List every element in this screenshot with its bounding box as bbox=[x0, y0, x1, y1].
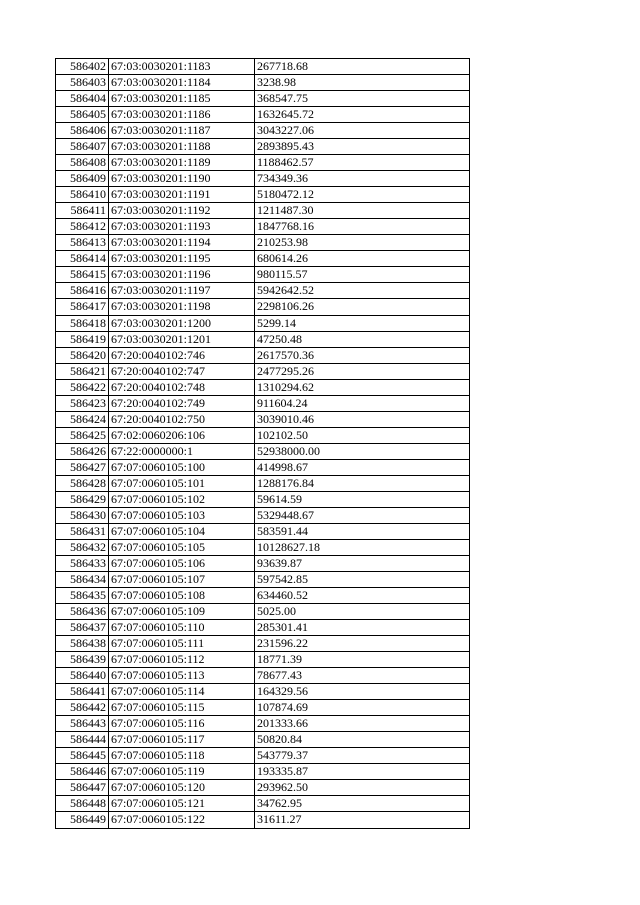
table-row bbox=[56, 700, 470, 716]
amount-cell: 2617570.36 bbox=[255, 347, 470, 363]
table-row bbox=[56, 331, 470, 347]
row-id-cell: 586422 bbox=[56, 379, 109, 395]
row-id-cell: 586426 bbox=[56, 443, 109, 459]
row-id-cell: 586436 bbox=[56, 604, 109, 620]
amount-cell: 1188462.57 bbox=[255, 155, 470, 171]
amount-cell: 293962.50 bbox=[255, 780, 470, 796]
table-row bbox=[56, 59, 470, 75]
row-id-cell: 586446 bbox=[56, 764, 109, 780]
amount-cell: 193335.87 bbox=[255, 764, 470, 780]
row-id-cell: 586442 bbox=[56, 700, 109, 716]
row-id-cell: 586419 bbox=[56, 331, 109, 347]
table-row bbox=[56, 315, 470, 331]
cadastral-number-cell: 67:03:0030201:1201 bbox=[109, 331, 255, 347]
amount-cell: 597542.85 bbox=[255, 572, 470, 588]
amount-cell: 210253.98 bbox=[255, 235, 470, 251]
table-row bbox=[56, 379, 470, 395]
row-id-cell: 586430 bbox=[56, 507, 109, 523]
table-row bbox=[56, 251, 470, 267]
amount-cell: 5942642.52 bbox=[255, 283, 470, 299]
amount-cell: 93639.87 bbox=[255, 555, 470, 571]
row-id-cell: 586411 bbox=[56, 203, 109, 219]
row-id-cell: 586445 bbox=[56, 748, 109, 764]
amount-cell: 3039010.46 bbox=[255, 411, 470, 427]
amount-cell: 231596.22 bbox=[255, 636, 470, 652]
data-table bbox=[55, 58, 470, 829]
table-row bbox=[56, 652, 470, 668]
cadastral-number-cell: 67:07:0060105:115 bbox=[109, 700, 255, 716]
row-id-cell: 586417 bbox=[56, 299, 109, 315]
row-id-cell: 586438 bbox=[56, 636, 109, 652]
amount-cell: 1847768.16 bbox=[255, 219, 470, 235]
cadastral-number-cell: 67:03:0030201:1192 bbox=[109, 203, 255, 219]
table-row bbox=[56, 523, 470, 539]
row-id-cell: 586406 bbox=[56, 123, 109, 139]
cadastral-number-cell: 67:03:0030201:1196 bbox=[109, 267, 255, 283]
row-id-cell: 586405 bbox=[56, 107, 109, 123]
amount-cell: 583591.44 bbox=[255, 523, 470, 539]
cadastral-number-cell: 67:20:0040102:747 bbox=[109, 363, 255, 379]
amount-cell: 34762.95 bbox=[255, 796, 470, 812]
amount-cell: 2298106.26 bbox=[255, 299, 470, 315]
row-id-cell: 586410 bbox=[56, 187, 109, 203]
amount-cell: 1288176.84 bbox=[255, 475, 470, 491]
table-row bbox=[56, 299, 470, 315]
cadastral-number-cell: 67:07:0060105:122 bbox=[109, 812, 255, 828]
row-id-cell: 586440 bbox=[56, 668, 109, 684]
table-row bbox=[56, 748, 470, 764]
table-row bbox=[56, 347, 470, 363]
row-id-cell: 586433 bbox=[56, 555, 109, 571]
row-id-cell: 586408 bbox=[56, 155, 109, 171]
table-row bbox=[56, 764, 470, 780]
table-row bbox=[56, 491, 470, 507]
amount-cell: 201333.66 bbox=[255, 716, 470, 732]
cadastral-number-cell: 67:03:0030201:1183 bbox=[109, 59, 255, 75]
cadastral-number-cell: 67:03:0030201:1200 bbox=[109, 315, 255, 331]
table-row bbox=[56, 123, 470, 139]
row-id-cell: 586439 bbox=[56, 652, 109, 668]
table-body bbox=[56, 59, 470, 829]
amount-cell: 59614.59 bbox=[255, 491, 470, 507]
amount-cell: 680614.26 bbox=[255, 251, 470, 267]
cadastral-number-cell: 67:03:0030201:1193 bbox=[109, 219, 255, 235]
cadastral-number-cell: 67:07:0060105:112 bbox=[109, 652, 255, 668]
cadastral-number-cell: 67:07:0060105:104 bbox=[109, 523, 255, 539]
table-row bbox=[56, 171, 470, 187]
row-id-cell: 586435 bbox=[56, 588, 109, 604]
cadastral-number-cell: 67:03:0030201:1191 bbox=[109, 187, 255, 203]
table-row bbox=[56, 588, 470, 604]
cadastral-number-cell: 67:07:0060105:105 bbox=[109, 539, 255, 555]
amount-cell: 5329448.67 bbox=[255, 507, 470, 523]
table-row bbox=[56, 636, 470, 652]
table-row bbox=[56, 459, 470, 475]
cadastral-number-cell: 67:07:0060105:111 bbox=[109, 636, 255, 652]
row-id-cell: 586413 bbox=[56, 235, 109, 251]
row-id-cell: 586428 bbox=[56, 475, 109, 491]
cadastral-number-cell: 67:07:0060105:100 bbox=[109, 459, 255, 475]
cadastral-number-cell: 67:03:0030201:1197 bbox=[109, 283, 255, 299]
table-row bbox=[56, 427, 470, 443]
amount-cell: 102102.50 bbox=[255, 427, 470, 443]
cadastral-number-cell: 67:20:0040102:746 bbox=[109, 347, 255, 363]
amount-cell: 31611.27 bbox=[255, 812, 470, 828]
table-row bbox=[56, 668, 470, 684]
table-row bbox=[56, 267, 470, 283]
amount-cell: 3043227.06 bbox=[255, 123, 470, 139]
table-row bbox=[56, 235, 470, 251]
table-row bbox=[56, 91, 470, 107]
cadastral-number-cell: 67:07:0060105:103 bbox=[109, 507, 255, 523]
cadastral-number-cell: 67:07:0060105:101 bbox=[109, 475, 255, 491]
table-row bbox=[56, 555, 470, 571]
table-row bbox=[56, 572, 470, 588]
amount-cell: 368547.75 bbox=[255, 91, 470, 107]
cadastral-number-cell: 67:03:0030201:1185 bbox=[109, 91, 255, 107]
row-id-cell: 586432 bbox=[56, 539, 109, 555]
row-id-cell: 586444 bbox=[56, 732, 109, 748]
row-id-cell: 586403 bbox=[56, 75, 109, 91]
amount-cell: 2893895.43 bbox=[255, 139, 470, 155]
row-id-cell: 586443 bbox=[56, 716, 109, 732]
row-id-cell: 586449 bbox=[56, 812, 109, 828]
cadastral-number-cell: 67:07:0060105:114 bbox=[109, 684, 255, 700]
cadastral-number-cell: 67:07:0060105:106 bbox=[109, 555, 255, 571]
row-id-cell: 586404 bbox=[56, 91, 109, 107]
cadastral-number-cell: 67:07:0060105:116 bbox=[109, 716, 255, 732]
cadastral-number-cell: 67:02:0060206:106 bbox=[109, 427, 255, 443]
table-row bbox=[56, 139, 470, 155]
amount-cell: 5180472.12 bbox=[255, 187, 470, 203]
cadastral-number-cell: 67:07:0060105:118 bbox=[109, 748, 255, 764]
table-row bbox=[56, 187, 470, 203]
table-row bbox=[56, 411, 470, 427]
table-row bbox=[56, 155, 470, 171]
row-id-cell: 586421 bbox=[56, 363, 109, 379]
amount-cell: 267718.68 bbox=[255, 59, 470, 75]
table-row bbox=[56, 812, 470, 828]
cadastral-number-cell: 67:03:0030201:1184 bbox=[109, 75, 255, 91]
table-row bbox=[56, 283, 470, 299]
table-row bbox=[56, 732, 470, 748]
amount-cell: 164329.56 bbox=[255, 684, 470, 700]
amount-cell: 107874.69 bbox=[255, 700, 470, 716]
amount-cell: 1211487.30 bbox=[255, 203, 470, 219]
row-id-cell: 586425 bbox=[56, 427, 109, 443]
cadastral-number-cell: 67:07:0060105:113 bbox=[109, 668, 255, 684]
row-id-cell: 586418 bbox=[56, 315, 109, 331]
cadastral-number-cell: 67:07:0060105:121 bbox=[109, 796, 255, 812]
amount-cell: 10128627.18 bbox=[255, 539, 470, 555]
cadastral-number-cell: 67:20:0040102:749 bbox=[109, 395, 255, 411]
amount-cell: 3238.98 bbox=[255, 75, 470, 91]
table-row bbox=[56, 507, 470, 523]
amount-cell: 18771.39 bbox=[255, 652, 470, 668]
row-id-cell: 586423 bbox=[56, 395, 109, 411]
table-row bbox=[56, 475, 470, 491]
table-row bbox=[56, 75, 470, 91]
cadastral-number-cell: 67:07:0060105:110 bbox=[109, 620, 255, 636]
cadastral-number-cell: 67:22:0000000:1 bbox=[109, 443, 255, 459]
amount-cell: 1632645.72 bbox=[255, 107, 470, 123]
cadastral-number-cell: 67:03:0030201:1198 bbox=[109, 299, 255, 315]
row-id-cell: 586447 bbox=[56, 780, 109, 796]
amount-cell: 414998.67 bbox=[255, 459, 470, 475]
cadastral-number-cell: 67:03:0030201:1186 bbox=[109, 107, 255, 123]
table-row bbox=[56, 107, 470, 123]
table-row bbox=[56, 620, 470, 636]
amount-cell: 911604.24 bbox=[255, 395, 470, 411]
table-row bbox=[56, 796, 470, 812]
table-row bbox=[56, 716, 470, 732]
cadastral-number-cell: 67:07:0060105:117 bbox=[109, 732, 255, 748]
table-row bbox=[56, 395, 470, 411]
table-row bbox=[56, 780, 470, 796]
cadastral-number-cell: 67:03:0030201:1195 bbox=[109, 251, 255, 267]
row-id-cell: 586434 bbox=[56, 572, 109, 588]
amount-cell: 543779.37 bbox=[255, 748, 470, 764]
row-id-cell: 586437 bbox=[56, 620, 109, 636]
cadastral-number-cell: 67:07:0060105:107 bbox=[109, 572, 255, 588]
amount-cell: 2477295.26 bbox=[255, 363, 470, 379]
cadastral-number-cell: 67:07:0060105:102 bbox=[109, 491, 255, 507]
table-row bbox=[56, 539, 470, 555]
cadastral-number-cell: 67:20:0040102:748 bbox=[109, 379, 255, 395]
table-row bbox=[56, 203, 470, 219]
table-row bbox=[56, 443, 470, 459]
row-id-cell: 586409 bbox=[56, 171, 109, 187]
amount-cell: 285301.41 bbox=[255, 620, 470, 636]
row-id-cell: 586407 bbox=[56, 139, 109, 155]
row-id-cell: 586431 bbox=[56, 523, 109, 539]
cadastral-number-cell: 67:03:0030201:1187 bbox=[109, 123, 255, 139]
row-id-cell: 586424 bbox=[56, 411, 109, 427]
table-row bbox=[56, 219, 470, 235]
amount-cell: 734349.36 bbox=[255, 171, 470, 187]
amount-cell: 47250.48 bbox=[255, 331, 470, 347]
row-id-cell: 586415 bbox=[56, 267, 109, 283]
cadastral-number-cell: 67:03:0030201:1190 bbox=[109, 171, 255, 187]
amount-cell: 5299.14 bbox=[255, 315, 470, 331]
row-id-cell: 586414 bbox=[56, 251, 109, 267]
cadastral-number-cell: 67:07:0060105:119 bbox=[109, 764, 255, 780]
cadastral-number-cell: 67:03:0030201:1189 bbox=[109, 155, 255, 171]
row-id-cell: 586420 bbox=[56, 347, 109, 363]
cadastral-number-cell: 67:03:0030201:1194 bbox=[109, 235, 255, 251]
row-id-cell: 586441 bbox=[56, 684, 109, 700]
row-id-cell: 586416 bbox=[56, 283, 109, 299]
cadastral-number-cell: 67:20:0040102:750 bbox=[109, 411, 255, 427]
table-row bbox=[56, 684, 470, 700]
cadastral-number-cell: 67:07:0060105:108 bbox=[109, 588, 255, 604]
row-id-cell: 586427 bbox=[56, 459, 109, 475]
amount-cell: 980115.57 bbox=[255, 267, 470, 283]
row-id-cell: 586429 bbox=[56, 491, 109, 507]
table-row bbox=[56, 363, 470, 379]
amount-cell: 5025.00 bbox=[255, 604, 470, 620]
amount-cell: 634460.52 bbox=[255, 588, 470, 604]
amount-cell: 50820.84 bbox=[255, 732, 470, 748]
table-row bbox=[56, 604, 470, 620]
amount-cell: 52938000.00 bbox=[255, 443, 470, 459]
row-id-cell: 586448 bbox=[56, 796, 109, 812]
cadastral-number-cell: 67:07:0060105:109 bbox=[109, 604, 255, 620]
amount-cell: 78677.43 bbox=[255, 668, 470, 684]
amount-cell: 1310294.62 bbox=[255, 379, 470, 395]
row-id-cell: 586412 bbox=[56, 219, 109, 235]
row-id-cell: 586402 bbox=[56, 59, 109, 75]
cadastral-number-cell: 67:03:0030201:1188 bbox=[109, 139, 255, 155]
cadastral-number-cell: 67:07:0060105:120 bbox=[109, 780, 255, 796]
